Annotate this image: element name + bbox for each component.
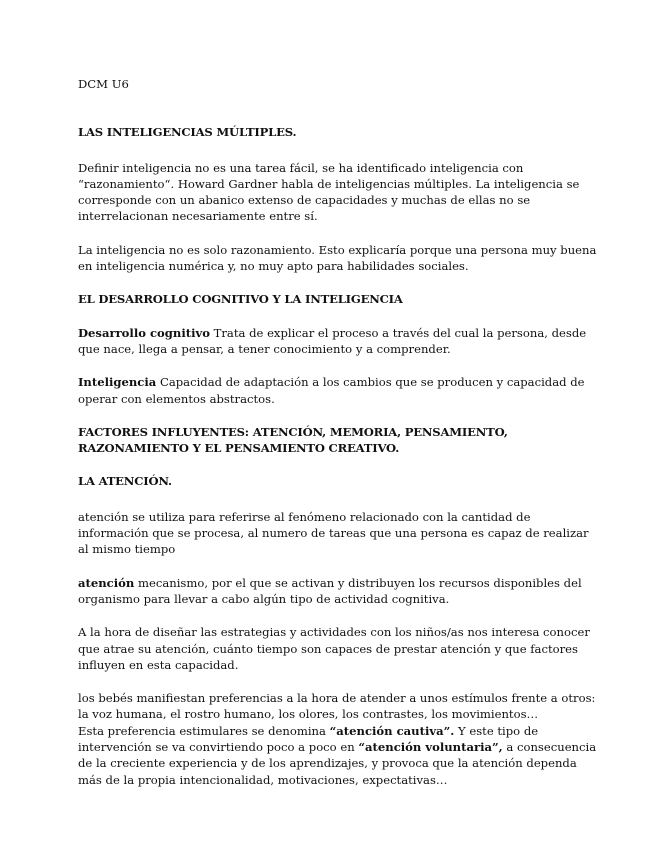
intro-line: interrelacionan necesariamente entre sí. bbox=[78, 209, 318, 224]
bebes-line bbox=[78, 723, 583, 739]
document-code: DCM U6 bbox=[78, 77, 129, 91]
atencion-voluntaria-term: “atención voluntaria”, bbox=[358, 740, 503, 755]
estrategias-paragraph bbox=[78, 624, 590, 673]
desarrollo-line: que nace, llega a pensar, a tener conocimiento y a comprender. bbox=[78, 341, 451, 356]
bebes-text: Y este tipo de bbox=[454, 723, 539, 738]
intro-line: Definir inteligencia no es una tarea fácil, se ha identificado inteligencia con bbox=[78, 160, 524, 175]
atencion-def-line: atención se utiliza para referirse al fenómeno relacionado con la cantidad de bbox=[78, 509, 531, 524]
estrategias-line: A la hora de diseñar las estrategias y actividades con los niños/as nos interesa conocer bbox=[78, 625, 590, 640]
bebes-line bbox=[78, 739, 597, 755]
intro-line: “razonamiento“. Howard Gardner habla de inteligencias múltiples. La inteligencia se bbox=[78, 176, 580, 191]
inteligencia-paragraph bbox=[78, 374, 583, 407]
bebes-line: de la creciente experiencia y de los aprendizajes, y provoca que la atención dependa bbox=[78, 756, 577, 771]
document-page bbox=[78, 76, 597, 788]
desarrollo-text: Trata de explicar el proceso a través del cual la persona, desde bbox=[209, 325, 587, 340]
atencion-term: atención bbox=[78, 575, 135, 590]
atencion-definition-paragraph bbox=[78, 509, 589, 558]
estrategias-line: influyen en esta capacidad. bbox=[78, 657, 239, 672]
intro2-line: en inteligencia numérica y, no muy apto para habilidades sociales. bbox=[78, 259, 469, 274]
factores-line: FACTORES INFLUYENTES: ATENCIÓN, MEMORIA, PENSAMIENTO, bbox=[78, 424, 508, 439]
bebes-text: intervención se va convirtiendo poco a poco en bbox=[78, 740, 359, 755]
bebes-line: más de la propia intencionalidad, motivaciones, expectativas… bbox=[78, 772, 448, 787]
intro2-line: La inteligencia no es solo razonamiento. Esto explicaría porque una persona muy buena bbox=[78, 242, 597, 257]
intro-paragraph bbox=[78, 160, 583, 225]
atencion-mec-text: mecanismo, por el que se activan y distribuyen los recursos disponibles del bbox=[134, 575, 582, 590]
inteligencia-line bbox=[78, 374, 583, 390]
bebes-line: la voz humana, el rostro humano, los olores, los contrastes, los movimientos… bbox=[78, 707, 539, 722]
inteligencia-text: Capacidad de adaptación a los cambios que se producen y capacidad de bbox=[156, 375, 585, 390]
desarrollo-paragraph bbox=[78, 325, 587, 358]
bebes-text: a consecuencia bbox=[502, 740, 597, 755]
atencion-mecanismo-paragraph bbox=[78, 575, 583, 608]
section-heading-factores bbox=[78, 424, 583, 457]
section-heading-atencion: LA ATENCIÓN. bbox=[78, 474, 172, 489]
bebes-line: los bebés manifiestan preferencias a la hora de atender a unos estímulos frente a otros: bbox=[78, 691, 596, 706]
atencion-mec-line bbox=[78, 575, 583, 591]
section-heading-desarrollo: EL DESARROLLO COGNITIVO Y LA INTELIGENCIA bbox=[78, 292, 403, 307]
atencion-def-line: al mismo tiempo bbox=[78, 542, 176, 557]
atencion-cautiva-term: “atención cautiva”. bbox=[329, 723, 455, 738]
estrategias-line: que atrae su atención, cuánto tiempo son capaces de prestar atención y que factores bbox=[78, 641, 578, 656]
intro2-paragraph bbox=[78, 242, 597, 275]
factores-line: RAZONAMIENTO Y EL PENSAMIENTO CREATIVO. bbox=[78, 441, 400, 456]
inteligencia-term: Inteligencia bbox=[78, 375, 157, 390]
bebes-paragraph bbox=[78, 690, 597, 788]
intro-line: corresponde con un abanico extenso de capacidades y muchas de ellas no se bbox=[78, 193, 531, 208]
atencion-def-line: información que se procesa, al numero de tareas que una persona es capaz de realizar bbox=[78, 526, 589, 541]
desarrollo-line bbox=[78, 325, 587, 341]
bebes-text: Esta preferencia estimulares se denomina bbox=[78, 723, 330, 738]
inteligencia-line: operar con elementos abstractos. bbox=[78, 391, 275, 406]
atencion-mec-line: organismo para llevar a cabo algún tipo de actividad cognitiva. bbox=[78, 591, 450, 606]
desarrollo-term: Desarrollo cognitivo bbox=[78, 325, 210, 340]
document-title: LAS INTELIGENCIAS MÚLTIPLES. bbox=[78, 125, 297, 140]
